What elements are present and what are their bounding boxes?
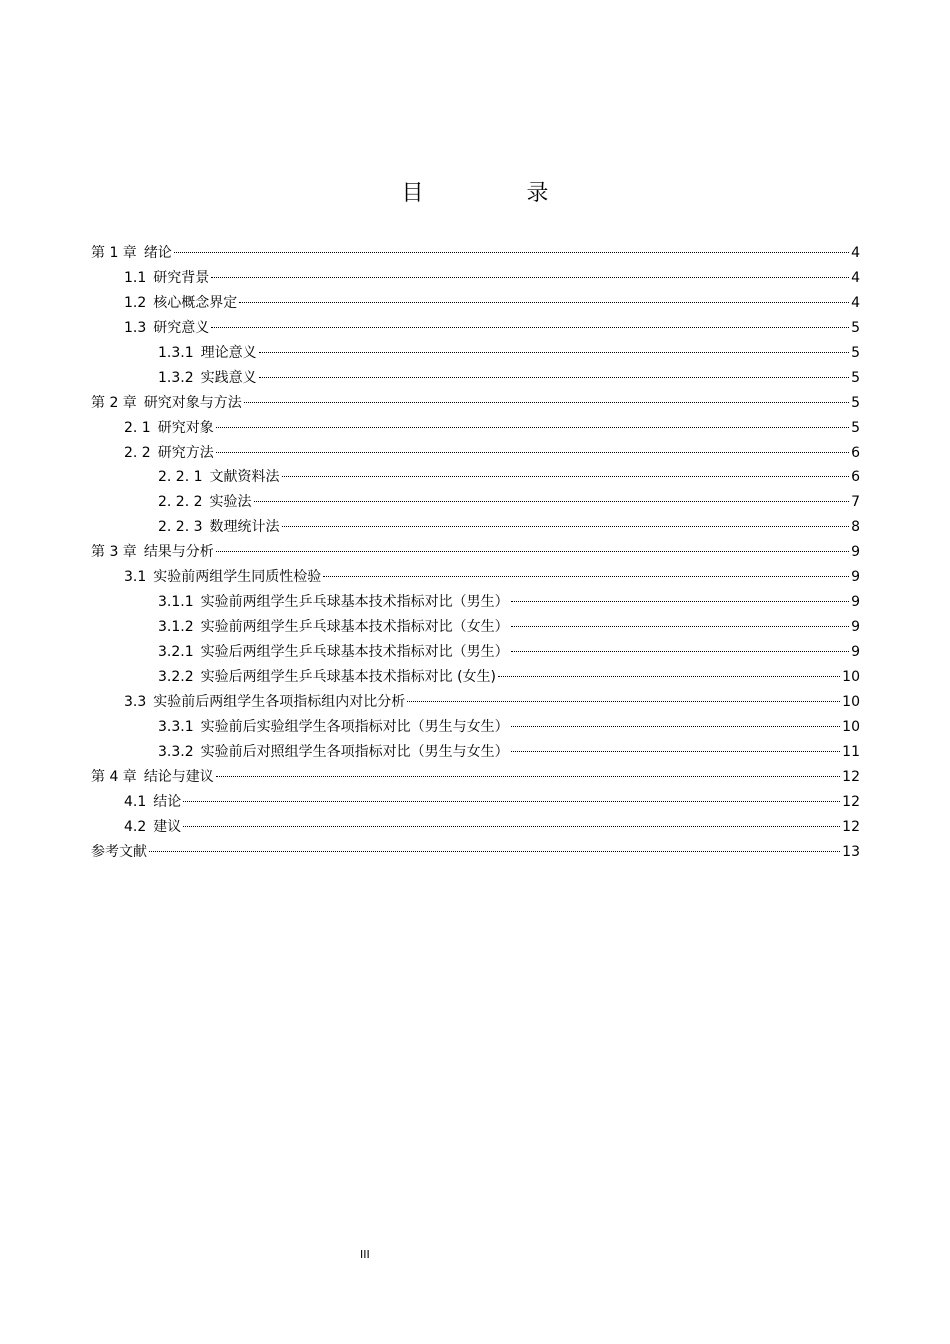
toc-leader-dots <box>149 851 840 852</box>
toc-entry-page: 4 <box>851 245 860 261</box>
toc-entry[interactable] <box>91 266 860 291</box>
toc-entry-page: 5 <box>851 319 860 336</box>
toc-entry-label <box>91 391 242 416</box>
toc-entry-label <box>124 815 181 840</box>
toc-entry-page: 5 <box>851 369 860 386</box>
toc-entry[interactable] <box>91 291 860 316</box>
table-of-contents <box>91 241 860 864</box>
toc-entry-label <box>124 291 237 316</box>
toc-leader-dots <box>323 576 849 577</box>
toc-leader-dots <box>511 651 849 652</box>
toc-leader-dots <box>511 751 841 752</box>
toc-entry-number: 3.3 <box>124 693 147 710</box>
toc-entry-number: 3.1 <box>124 569 147 586</box>
toc-leader-dots <box>282 526 850 527</box>
toc-entry-number: 3.2.2 <box>158 668 194 685</box>
toc-entry-number: 3.1.1 <box>158 594 194 611</box>
toc-entry[interactable] <box>91 441 860 466</box>
toc-entry-number: 1.2 <box>124 294 147 311</box>
toc-entry-page: 10 <box>842 718 860 735</box>
toc-entry-page: 9 <box>851 544 860 561</box>
toc-entry-title: 参考文献 <box>91 843 147 860</box>
toc-entry-page: 5 <box>851 394 860 411</box>
toc-entry-label <box>91 241 172 266</box>
toc-leader-dots <box>282 476 850 477</box>
toc-entry[interactable] <box>91 615 860 640</box>
toc-entry-title: 文献资料法 <box>209 469 280 486</box>
toc-entry-label <box>124 690 405 715</box>
toc-entry-label <box>124 441 214 466</box>
toc-leader-dots <box>498 676 840 677</box>
toc-entry-number: 1.1 <box>124 269 147 286</box>
toc-leader-dots <box>259 352 849 353</box>
toc-entry-label <box>91 765 214 790</box>
toc-entry-title: 实验前后两组学生各项指标组内对比分析 <box>153 693 406 710</box>
toc-entry-label <box>91 540 214 565</box>
toc-leader-dots <box>174 252 849 253</box>
toc-entry-number: 1.3.2 <box>158 369 194 386</box>
toc-leader-dots <box>216 427 849 428</box>
toc-entry[interactable] <box>91 640 860 665</box>
toc-entry[interactable] <box>91 690 860 715</box>
toc-entry[interactable] <box>91 515 860 540</box>
toc-entry-page: 9 <box>851 644 860 660</box>
toc-entry-title: 研究意义 <box>153 319 210 336</box>
toc-entry-page: 9 <box>851 569 860 586</box>
toc-entry-number: 第 1 章 <box>91 245 137 261</box>
toc-entry[interactable] <box>91 490 860 515</box>
toc-entry-page: 5 <box>851 419 860 436</box>
toc-entry-page: 11 <box>842 743 860 760</box>
toc-entry-page: 13 <box>842 843 860 860</box>
toc-leader-dots <box>259 377 849 378</box>
toc-entry-number: 2. 2. 2 <box>158 494 203 511</box>
toc-entry[interactable] <box>91 391 860 416</box>
toc-entry-page: 12 <box>842 768 860 785</box>
toc-entry-number: 4.2 <box>124 818 147 835</box>
toc-entry-label <box>158 715 509 740</box>
toc-entry-title: 实验后两组学生乒乓球基本技术指标对比（男生） <box>200 644 509 660</box>
toc-entry-page: 5 <box>851 344 860 361</box>
toc-entry[interactable] <box>91 815 860 840</box>
toc-entry-label <box>158 590 509 615</box>
toc-entry-label <box>124 790 181 815</box>
toc-entry-label <box>158 515 280 540</box>
toc-entry-title: 结论与建议 <box>143 768 214 785</box>
toc-entry-title: 核心概念界定 <box>153 294 238 311</box>
toc-entry-number: 2. 2 <box>124 444 151 461</box>
toc-entry-number: 1.3 <box>124 319 147 336</box>
toc-entry-label <box>124 266 209 291</box>
toc-entry-label <box>158 366 257 391</box>
toc-entry-page: 12 <box>842 818 860 835</box>
toc-entry-title: 数理统计法 <box>209 519 280 536</box>
toc-entry-number: 3.1.2 <box>158 619 194 636</box>
toc-entry-title: 实验前两组学生乒乓球基本技术指标对比（男生） <box>200 594 509 611</box>
toc-leader-dots <box>216 452 849 453</box>
toc-entry[interactable] <box>91 241 860 266</box>
toc-entry[interactable] <box>91 316 860 341</box>
toc-entry-number: 1.3.1 <box>158 344 194 361</box>
toc-leader-dots <box>183 801 840 802</box>
toc-leader-dots <box>511 626 849 627</box>
toc-leader-dots <box>216 776 840 777</box>
toc-entry[interactable] <box>91 840 860 865</box>
toc-entry-page: 6 <box>851 444 860 461</box>
toc-entry[interactable] <box>91 341 860 366</box>
toc-entry-number: 3.2.1 <box>158 644 194 660</box>
toc-entry-page: 10 <box>842 668 860 685</box>
toc-entry-page: 9 <box>851 594 860 611</box>
toc-entry-label <box>124 316 209 341</box>
toc-entry[interactable] <box>91 366 860 391</box>
toc-entry[interactable] <box>91 665 860 690</box>
page-title: 目 录 <box>401 181 597 206</box>
toc-entry[interactable] <box>91 765 860 790</box>
toc-entry-title: 绪论 <box>143 245 172 261</box>
toc-entry[interactable] <box>91 790 860 815</box>
toc-entry-label <box>158 490 252 515</box>
toc-entry-title: 实验前后实验组学生各项指标对比（男生与女生） <box>200 718 509 735</box>
toc-leader-dots <box>254 501 850 502</box>
toc-entry-title: 研究方法 <box>157 444 214 461</box>
toc-entry-number: 第 3 章 <box>91 544 137 561</box>
toc-entry-page: 7 <box>851 494 860 511</box>
toc-entry-page: 6 <box>851 469 860 486</box>
toc-entry-number: 2. 1 <box>124 419 151 436</box>
toc-entry-title: 实验前两组学生同质性检验 <box>153 569 322 586</box>
toc-entry-label <box>124 416 214 441</box>
toc-entry-page: 9 <box>851 619 860 636</box>
toc-entry-title: 建议 <box>153 818 182 835</box>
toc-entry-number: 2. 2. 1 <box>158 469 203 486</box>
toc-entry-title: 实验前后对照组学生各项指标对比（男生与女生） <box>200 743 509 760</box>
toc-leader-dots <box>216 551 849 552</box>
toc-entry-label <box>158 640 509 665</box>
toc-entry-number: 4.1 <box>124 793 147 810</box>
page-number: III <box>360 1248 370 1261</box>
toc-entry-title: 研究对象与方法 <box>143 394 242 411</box>
toc-entry-page: 4 <box>851 269 860 286</box>
toc-entry[interactable] <box>91 465 860 490</box>
toc-entry-label <box>91 840 147 865</box>
toc-entry-page: 4 <box>851 294 860 311</box>
toc-entry-number: 3.3.1 <box>158 718 194 735</box>
toc-leader-dots <box>211 327 849 328</box>
toc-entry[interactable] <box>91 565 860 590</box>
toc-leader-dots <box>211 277 849 278</box>
toc-entry-page: 10 <box>842 693 860 710</box>
toc-entry-title: 结果与分析 <box>143 544 214 561</box>
toc-entry[interactable] <box>91 715 860 740</box>
toc-entry-label <box>158 465 280 490</box>
toc-entry-title: 实践意义 <box>200 369 257 386</box>
toc-leader-dots <box>407 701 840 702</box>
toc-entry-title: 研究背景 <box>153 269 210 286</box>
toc-entry-number: 第 4 章 <box>91 768 137 785</box>
toc-entry-label <box>124 565 321 590</box>
toc-entry-label <box>158 615 509 640</box>
toc-entry[interactable] <box>91 590 860 615</box>
toc-entry-label <box>158 665 496 690</box>
toc-entry-number: 3.3.2 <box>158 743 194 760</box>
toc-entry-title: 结论 <box>153 793 182 810</box>
toc-leader-dots <box>183 826 840 827</box>
toc-entry-page: 8 <box>851 519 860 536</box>
toc-entry-number: 第 2 章 <box>91 394 137 411</box>
toc-leader-dots <box>244 402 849 403</box>
toc-entry[interactable] <box>91 740 860 765</box>
toc-entry-label <box>158 341 257 366</box>
toc-entry[interactable] <box>91 540 860 565</box>
toc-leader-dots <box>511 726 841 727</box>
toc-entry-title: 实验后两组学生乒乓球基本技术指标对比 (女生) <box>200 668 496 685</box>
toc-entry-title: 实验法 <box>209 494 252 511</box>
toc-entry-title: 研究对象 <box>157 419 214 436</box>
toc-entry-label <box>158 740 509 765</box>
toc-entry-title: 实验前两组学生乒乓球基本技术指标对比（女生） <box>200 619 509 636</box>
toc-entry[interactable] <box>91 416 860 441</box>
toc-leader-dots <box>239 302 849 303</box>
toc-entry-title: 理论意义 <box>200 344 257 361</box>
toc-entry-number: 2. 2. 3 <box>158 519 203 536</box>
toc-entry-page: 12 <box>842 793 860 810</box>
toc-leader-dots <box>511 601 849 602</box>
